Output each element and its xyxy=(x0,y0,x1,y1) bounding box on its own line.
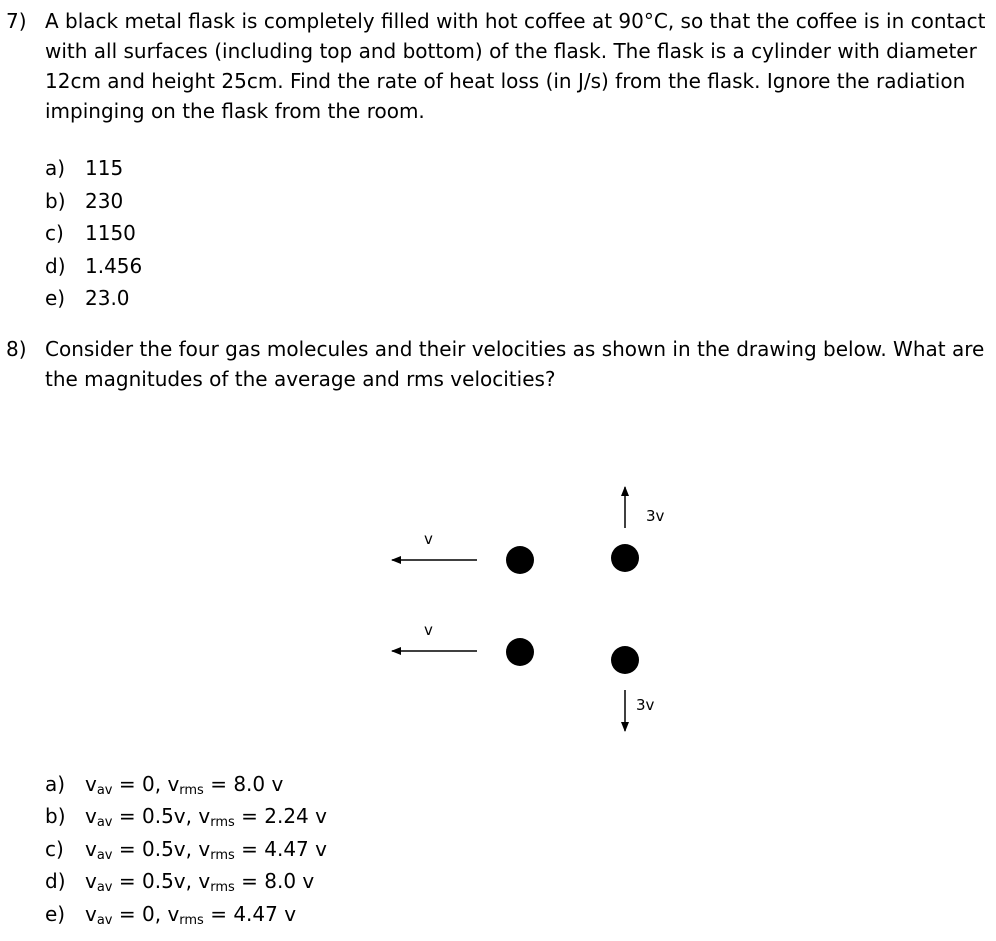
option-letter: d) xyxy=(45,869,66,893)
q7-option-d xyxy=(45,251,142,281)
option-letter: d) xyxy=(45,254,66,278)
question-7-text: A black metal flask is completely filled with hot coffee at 90°C, so that the coffee is in contact with all surfaces (including top and bottom) of the flask. The flask is a cylinder with diameter 12cm and height 25cm. Find the rate of heat loss (in J/s) from the flask. Ignore the radiation impinging on the flask from the room. xyxy=(45,9,986,123)
option-value xyxy=(85,899,296,929)
av-symbol: v xyxy=(85,902,97,926)
rms-symbol: v xyxy=(198,869,211,893)
label-3v-bottom: 3v xyxy=(636,696,655,714)
rms-value: = 8.0 v xyxy=(203,772,284,796)
rms-subscript: rms xyxy=(210,848,235,863)
question-8-text: Consider the four gas molecules and their velocities as shown in the drawing below. What are the magnitudes of the average and rms velocities? xyxy=(45,337,985,391)
q8-option-c xyxy=(45,834,327,864)
option-letter: e) xyxy=(45,286,66,310)
av-subscript: av xyxy=(96,880,113,895)
q7-option-c xyxy=(45,218,136,248)
q8-option-a xyxy=(45,769,283,799)
label-3v-top: 3v xyxy=(646,507,665,525)
av-symbol: v xyxy=(85,869,97,893)
av-subscript: av xyxy=(96,815,113,830)
molecule-bottom-left xyxy=(506,638,534,666)
av-symbol: v xyxy=(85,804,97,828)
option-letter: e) xyxy=(45,902,66,926)
molecule-bottom-right xyxy=(611,646,639,674)
rms-symbol: v xyxy=(198,837,211,861)
av-subscript: av xyxy=(96,913,113,928)
av-value: = 0, xyxy=(112,902,168,926)
question-7-number: 7) xyxy=(6,9,27,33)
rms-value: = 4.47 v xyxy=(234,837,327,861)
rms-value: = 8.0 v xyxy=(234,869,315,893)
molecule-diagram xyxy=(380,478,700,740)
option-value xyxy=(85,834,327,864)
option-letter: b) xyxy=(45,189,66,213)
q8-option-e xyxy=(45,899,296,929)
av-subscript: av xyxy=(96,783,113,798)
option-value: 23.0 xyxy=(85,286,130,310)
option-value xyxy=(85,769,283,799)
rms-subscript: rms xyxy=(210,880,235,895)
question-8-number: 8) xyxy=(6,337,27,361)
av-symbol: v xyxy=(85,837,97,861)
av-value: = 0, xyxy=(112,772,168,796)
rms-value: = 2.24 v xyxy=(234,804,327,828)
rms-symbol: v xyxy=(167,902,180,926)
option-letter: b) xyxy=(45,804,66,828)
rms-subscript: rms xyxy=(179,913,204,928)
label-v-top: v xyxy=(424,530,433,548)
option-value: 1150 xyxy=(85,221,136,245)
option-value: 115 xyxy=(85,156,124,180)
rms-symbol: v xyxy=(167,772,180,796)
molecule-top-right xyxy=(611,544,639,572)
q8-option-d xyxy=(45,866,314,896)
q7-option-b xyxy=(45,186,123,216)
rms-value: = 4.47 v xyxy=(203,902,297,926)
av-value: = 0.5v, xyxy=(112,837,199,861)
option-value xyxy=(85,866,314,896)
option-letter: c) xyxy=(45,837,64,861)
av-subscript: av xyxy=(96,848,113,863)
option-letter: c) xyxy=(45,221,64,245)
option-value: 1.456 xyxy=(85,254,143,278)
rms-subscript: rms xyxy=(210,815,235,830)
option-letter: a) xyxy=(45,772,66,796)
av-symbol: v xyxy=(85,772,97,796)
av-value: = 0.5v, xyxy=(112,804,199,828)
rms-symbol: v xyxy=(198,804,211,828)
q7-option-a xyxy=(45,153,123,183)
option-letter: a) xyxy=(45,156,66,180)
option-value xyxy=(85,801,327,831)
rms-subscript: rms xyxy=(179,783,204,798)
molecule-top-left xyxy=(506,546,534,574)
q8-option-b xyxy=(45,801,327,831)
av-value: = 0.5v, xyxy=(112,869,199,893)
label-v-bottom: v xyxy=(424,621,433,639)
q7-option-e xyxy=(45,283,130,313)
option-value: 230 xyxy=(85,189,124,213)
